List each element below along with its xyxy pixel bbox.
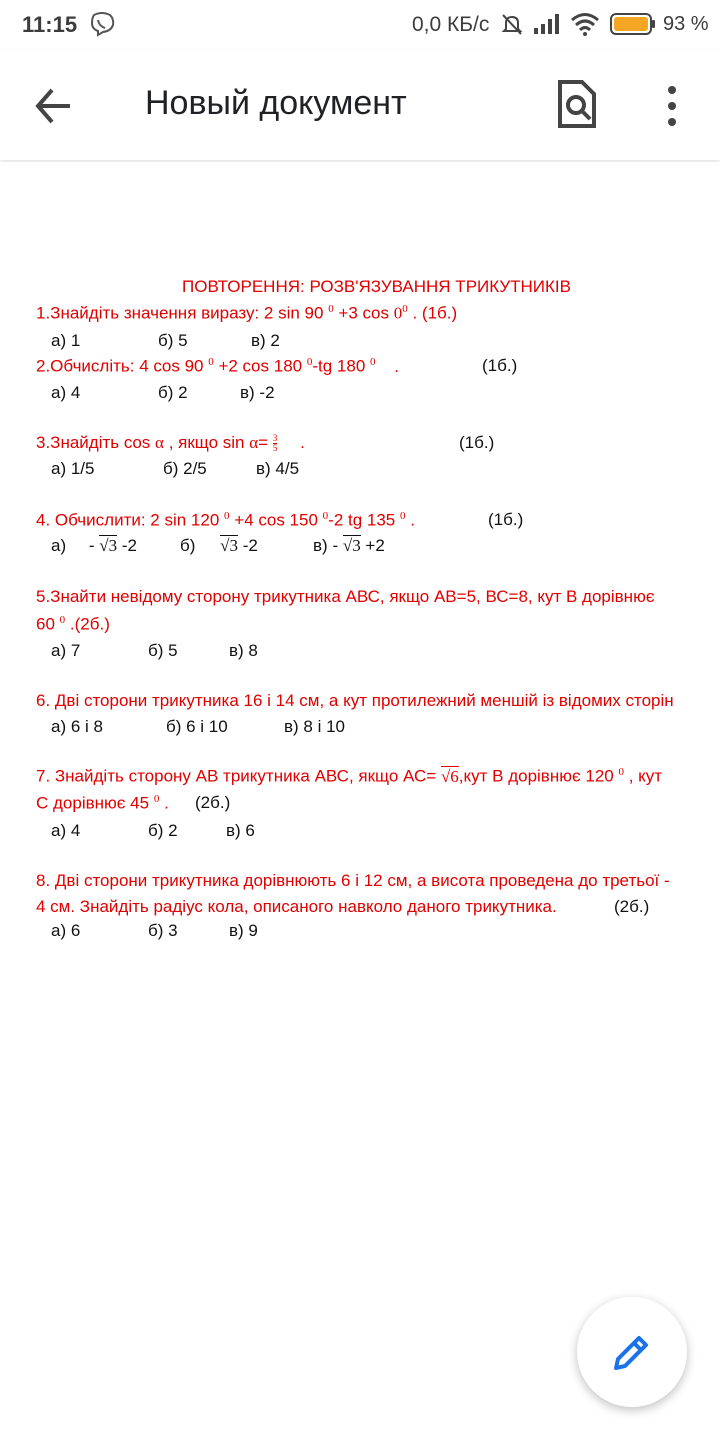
signal-icon [533,14,561,34]
q5-option-b: б) 5 [148,641,178,660]
q4-points: (1б.) [488,510,524,529]
page-title: Новый документ [145,84,407,122]
battery-icon [610,13,656,35]
question-1: 1.Знайдіть значення виразу: 2 sin 90 $^0$ +3 $\cos 0^0$ . (1б.) [36,303,458,323]
q3-option-b: б) 2/5 [163,459,207,478]
question-7-line1: 7. Знайдіть сторону АВ трикутника АВС, якщо АС= √6,кут В дорівнює 120 $^0$ , кут [36,766,663,786]
q1-option-c: в) 2 [251,331,280,350]
q8-option-b: б) 3 [148,921,178,940]
battery-percent: 93 % [663,13,709,35]
q5-option-c: в) 8 [229,641,258,660]
status-time: 11:15 [22,12,78,37]
viber-icon [89,11,115,37]
q5-option-a: а) 7 [51,641,81,660]
document-title: ПОВТОРЕННЯ: РОЗВ'ЯЗУВАННЯ ТРИКУТНИКІВ [182,277,571,296]
q1-option-a: а) 1 [51,331,81,350]
q3-option-c: в) 4/5 [256,459,300,478]
q8-points: (2б.) [614,897,650,916]
q7-option-a: а) 4 [51,821,81,840]
question-2: 2.Обчисліть: 4 cos 90 $^0$ +2 cos 180 $^0$-tg 180 $^0$ . [36,356,399,376]
mute-bell-icon [500,12,524,36]
more-vert-icon[interactable] [656,80,688,132]
edit-fab-button[interactable] [577,1297,687,1407]
q7-option-c: в) 6 [226,821,255,840]
doc-search-icon[interactable] [552,78,600,130]
question-7-line2: С дорівнює 45 $^0$ . [36,793,169,813]
status-bar [0,0,720,50]
question-4: 4. Обчислити: 2 sin 120 $^0$ +4 cos 150 $^0$-2 tg 135 $^0$ . [36,510,415,530]
q7-points: (2б.) [195,793,231,812]
q2-option-c: в) -2 [240,383,275,402]
wifi-icon [570,12,600,36]
q6-option-c: в) 8 і 10 [284,717,346,736]
document-page [0,162,720,1440]
arrow-back-icon[interactable] [22,80,74,132]
q2-points: (1б.) [482,356,518,375]
q7-option-b: б) 2 [148,821,178,840]
q4-option-a: а) - √3 -2 [51,536,137,555]
q4-option-b: б) √3 -2 [180,536,258,555]
q6-option-a: а) 6 і 8 [51,717,103,736]
q4-option-c: в) - √3 +2 [313,536,385,555]
q6-option-b: б) 6 і 10 [166,717,228,736]
q8-option-c: в) 9 [229,921,258,940]
fraction-3-5: $\frac{3}{5}$ [272,433,278,454]
question-8-line1: 8. Дві сторони трикутника дорівнюють 6 і 12 см, а висота проведена до третьої - [36,871,670,890]
app-bar [0,50,720,160]
q8-option-a: а) 6 [51,921,81,940]
q3-points: (1б.) [459,433,495,452]
q2-option-b: б) 2 [158,383,188,402]
question-8-line2: 4 см. Знайдіть радіус кола, описаного навколо даного трикутника. [36,897,557,916]
question-5-line1: 5.Знайти невідому сторону трикутника АВС, якщо АВ=5, ВС=8, кут В дорівнює [36,587,655,606]
q2-option-a: а) 4 [51,383,81,402]
question-5-line2: 60 $^0$ .(2б.) [36,614,110,634]
edit-pencil-icon [612,1332,652,1372]
q1-option-b: б) 5 [158,331,188,350]
question-3: 3.Знайдіть cos α , якщо sin α= $\frac{3}{5}$ . [36,433,305,454]
network-speed: 0,0 КБ/с [412,13,490,36]
q3-option-a: а) 1/5 [51,459,95,478]
question-6: 6. Дві сторони трикутника 16 і 14 см, а кут протилежний меншій із відомих сторін [36,691,674,710]
